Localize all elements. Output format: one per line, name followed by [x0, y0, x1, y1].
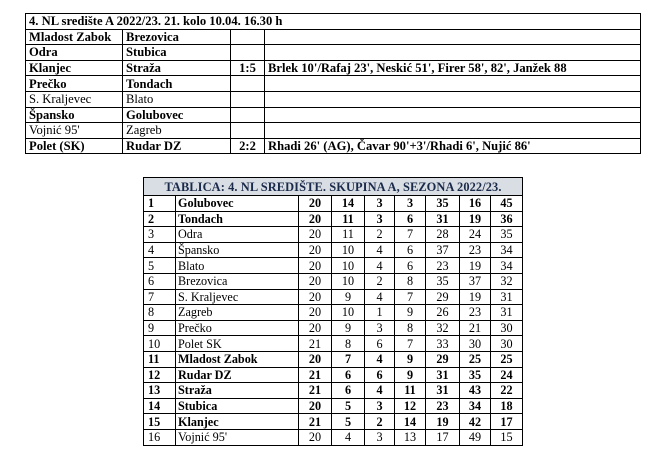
home-team: Polet (SK) [26, 138, 123, 154]
wins: 14 [332, 196, 365, 212]
team-name: Golubovec [176, 196, 299, 212]
played: 21 [299, 336, 332, 352]
home-team: Špansko [26, 107, 123, 123]
draws: 4 [365, 258, 395, 274]
match-row [26, 138, 641, 154]
losses: 7 [395, 227, 426, 243]
goal-scorers [265, 123, 641, 139]
points: 30 [491, 336, 523, 352]
match-score: 1:5 [231, 60, 265, 76]
goal-scorers [265, 107, 641, 123]
standings-row [144, 351, 523, 367]
standings-row [144, 367, 523, 383]
goals-for: 26 [426, 305, 460, 321]
wins: 10 [332, 305, 365, 321]
losses: 8 [395, 320, 426, 336]
played: 20 [299, 429, 332, 445]
draws: 3 [365, 429, 395, 445]
standings-row [144, 383, 523, 399]
goals-against: 43 [460, 383, 491, 399]
team-name: Rudar DZ [176, 367, 299, 383]
goals-against: 24 [460, 227, 491, 243]
away-team: Tondach [123, 76, 231, 92]
losses: 11 [395, 383, 426, 399]
team-name: Brezovica [176, 273, 299, 289]
standings-row [144, 289, 523, 305]
position: 1 [144, 196, 176, 212]
home-team: Odra [26, 45, 123, 61]
played: 20 [299, 273, 332, 289]
match-score [231, 45, 265, 61]
points: 18 [491, 398, 523, 414]
home-team: Prečko [26, 76, 123, 92]
played: 21 [299, 414, 332, 430]
wins: 5 [332, 414, 365, 430]
position: 14 [144, 398, 176, 414]
losses: 13 [395, 429, 426, 445]
goals-against: 23 [460, 242, 491, 258]
goals-for: 35 [426, 273, 460, 289]
match-score [231, 107, 265, 123]
match-row [26, 123, 641, 139]
points: 32 [491, 273, 523, 289]
goals-for: 23 [426, 398, 460, 414]
wins: 9 [332, 320, 365, 336]
goals-against: 19 [460, 211, 491, 227]
goals-against: 49 [460, 429, 491, 445]
losses: 7 [395, 289, 426, 305]
standings-row [144, 227, 523, 243]
team-name: Prečko [176, 320, 299, 336]
match-row [26, 107, 641, 123]
goals-against: 34 [460, 398, 491, 414]
away-team: Straža [123, 60, 231, 76]
standings-row [144, 305, 523, 321]
goal-scorers [265, 91, 641, 107]
away-team: Stubica [123, 45, 231, 61]
losses: 3 [395, 196, 426, 212]
goals-for: 23 [426, 258, 460, 274]
losses: 9 [395, 351, 426, 367]
draws: 2 [365, 227, 395, 243]
draws: 4 [365, 351, 395, 367]
goals-against: 23 [460, 305, 491, 321]
results-header-row [26, 14, 641, 30]
match-row [26, 29, 641, 45]
goals-against: 25 [460, 351, 491, 367]
played: 20 [299, 242, 332, 258]
team-name: Vojnić 95' [176, 429, 299, 445]
team-name: Zagreb [176, 305, 299, 321]
wins: 11 [332, 227, 365, 243]
losses: 7 [395, 336, 426, 352]
points: 25 [491, 351, 523, 367]
points: 24 [491, 367, 523, 383]
points: 15 [491, 429, 523, 445]
position: 6 [144, 273, 176, 289]
match-row [26, 45, 641, 61]
played: 20 [299, 305, 332, 321]
wins: 6 [332, 383, 365, 399]
position: 10 [144, 336, 176, 352]
played: 20 [299, 211, 332, 227]
points: 35 [491, 227, 523, 243]
goals-against: 19 [460, 289, 491, 305]
position: 16 [144, 429, 176, 445]
points: 31 [491, 305, 523, 321]
position: 13 [144, 383, 176, 399]
played: 20 [299, 320, 332, 336]
played: 20 [299, 289, 332, 305]
position: 9 [144, 320, 176, 336]
draws: 6 [365, 367, 395, 383]
points: 31 [491, 289, 523, 305]
position: 3 [144, 227, 176, 243]
standings-row [144, 258, 523, 274]
draws: 2 [365, 273, 395, 289]
losses: 6 [395, 242, 426, 258]
draws: 4 [365, 242, 395, 258]
team-name: Straža [176, 383, 299, 399]
played: 21 [299, 367, 332, 383]
standings-table [143, 177, 523, 446]
standings-row [144, 429, 523, 445]
points: 34 [491, 258, 523, 274]
standings-row [144, 320, 523, 336]
team-name: S. Kraljevec [176, 289, 299, 305]
match-score [231, 123, 265, 139]
wins: 11 [332, 211, 365, 227]
away-team: Blato [123, 91, 231, 107]
position: 15 [144, 414, 176, 430]
team-name: Odra [176, 227, 299, 243]
away-team: Brezovica [123, 29, 231, 45]
points: 30 [491, 320, 523, 336]
goals-for: 17 [426, 429, 460, 445]
position: 11 [144, 351, 176, 367]
draws: 3 [365, 320, 395, 336]
losses: 12 [395, 398, 426, 414]
goals-for: 37 [426, 242, 460, 258]
goals-for: 31 [426, 383, 460, 399]
played: 20 [299, 398, 332, 414]
goals-against: 19 [460, 258, 491, 274]
goals-for: 35 [426, 196, 460, 212]
wins: 10 [332, 242, 365, 258]
losses: 14 [395, 414, 426, 430]
played: 20 [299, 227, 332, 243]
goals-for: 29 [426, 289, 460, 305]
standings-row [144, 414, 523, 430]
goals-against: 16 [460, 196, 491, 212]
draws: 4 [365, 383, 395, 399]
points: 45 [491, 196, 523, 212]
standings-row [144, 196, 523, 212]
standings-row [144, 336, 523, 352]
team-name: Blato [176, 258, 299, 274]
team-name: Polet SK [176, 336, 299, 352]
results-table [25, 13, 641, 154]
goals-against: 37 [460, 273, 491, 289]
team-name: Klanjec [176, 414, 299, 430]
home-team: S. Kraljevec [26, 91, 123, 107]
goals-against: 42 [460, 414, 491, 430]
position: 4 [144, 242, 176, 258]
standings-title: TABLICA: 4. NL SREDIŠTE. SKUPINA A, SEZONA 2022/23. [144, 178, 523, 196]
goals-for: 29 [426, 351, 460, 367]
away-team: Zagreb [123, 123, 231, 139]
losses: 6 [395, 211, 426, 227]
draws: 6 [365, 336, 395, 352]
goals-for: 19 [426, 414, 460, 430]
position: 5 [144, 258, 176, 274]
goals-against: 21 [460, 320, 491, 336]
home-team: Mladost Zabok [26, 29, 123, 45]
goal-scorers: Rhadi 26' (AG), Čavar 90'+3'/Rhadi 6', Nujić 86' [265, 138, 641, 154]
match-score [231, 91, 265, 107]
goals-against: 30 [460, 336, 491, 352]
played: 21 [299, 383, 332, 399]
match-score [231, 29, 265, 45]
position: 8 [144, 305, 176, 321]
goals-for: 28 [426, 227, 460, 243]
wins: 9 [332, 289, 365, 305]
home-team: Vojnić 95' [26, 123, 123, 139]
wins: 8 [332, 336, 365, 352]
match-row [26, 60, 641, 76]
round-title: 4. NL središte A 2022/23. 21. kolo 10.04. 16.30 h [26, 14, 641, 30]
points: 34 [491, 242, 523, 258]
draws: 3 [365, 196, 395, 212]
wins: 10 [332, 258, 365, 274]
losses: 6 [395, 258, 426, 274]
played: 20 [299, 351, 332, 367]
position: 12 [144, 367, 176, 383]
goals-against: 35 [460, 367, 491, 383]
team-name: Špansko [176, 242, 299, 258]
wins: 6 [332, 367, 365, 383]
match-score [231, 76, 265, 92]
match-score: 2:2 [231, 138, 265, 154]
draws: 3 [365, 211, 395, 227]
wins: 7 [332, 351, 365, 367]
draws: 2 [365, 414, 395, 430]
goal-scorers [265, 45, 641, 61]
team-name: Tondach [176, 211, 299, 227]
played: 20 [299, 196, 332, 212]
standings-title-row [144, 178, 523, 196]
team-name: Stubica [176, 398, 299, 414]
losses: 9 [395, 367, 426, 383]
away-team: Rudar DZ [123, 138, 231, 154]
goals-for: 33 [426, 336, 460, 352]
away-team: Golubovec [123, 107, 231, 123]
draws: 3 [365, 398, 395, 414]
points: 22 [491, 383, 523, 399]
losses: 8 [395, 273, 426, 289]
losses: 9 [395, 305, 426, 321]
standings-row [144, 242, 523, 258]
home-team: Klanjec [26, 60, 123, 76]
standings-row [144, 273, 523, 289]
draws: 1 [365, 305, 395, 321]
goals-for: 31 [426, 211, 460, 227]
match-row [26, 91, 641, 107]
match-row [26, 76, 641, 92]
wins: 4 [332, 429, 365, 445]
draws: 4 [365, 289, 395, 305]
team-name: Mladost Zabok [176, 351, 299, 367]
standings-row [144, 398, 523, 414]
points: 36 [491, 211, 523, 227]
goal-scorers [265, 76, 641, 92]
goal-scorers [265, 29, 641, 45]
standings-row [144, 211, 523, 227]
goals-for: 31 [426, 367, 460, 383]
played: 20 [299, 258, 332, 274]
wins: 5 [332, 398, 365, 414]
position: 2 [144, 211, 176, 227]
goals-for: 32 [426, 320, 460, 336]
points: 17 [491, 414, 523, 430]
position: 7 [144, 289, 176, 305]
goal-scorers: Brlek 10'/Rafaj 23', Neskić 51', Firer 58', 82', Janžek 88 [265, 60, 641, 76]
wins: 10 [332, 273, 365, 289]
